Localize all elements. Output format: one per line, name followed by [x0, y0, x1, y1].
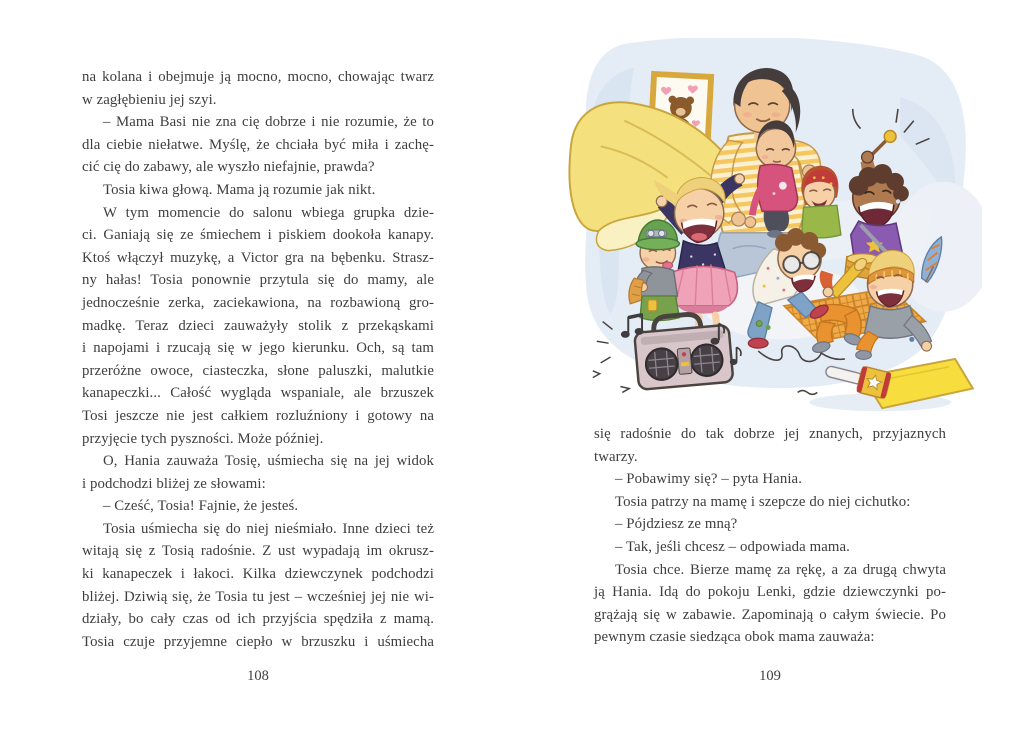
text-line: i podchodzi bliżej ze słowami: — [82, 475, 266, 492]
text-line: i napojami i rzucają się w jego kierunku. Och, są tam — [82, 340, 434, 357]
text-line: – Pobawimy się? – pyta Hania. — [615, 471, 803, 488]
text-line: ją Hania. Idą do pokoju Lenki, gdzie dziewczynki po- — [594, 584, 946, 601]
right-text-column — [594, 423, 946, 649]
text-line: grążają się w zabawie. Zapominają o całym świecie. Po — [594, 606, 946, 623]
left-page-number: 108 — [247, 668, 269, 684]
text-line: kanapeczki... Całość wygląda wspaniale, ale brzuszek — [82, 385, 434, 402]
text-line: Tosia patrzy na mamę i szepcze do niej cichutko: — [615, 493, 911, 510]
text-line: madkę. Teraz dzieci zauważyły stolik z przekąskami — [82, 317, 434, 334]
text-line: przyjęcie tych pyszności. Może później. — [82, 430, 324, 447]
text-line: O, Hania zauważa Tosię, uśmiecha się na jej widok — [103, 453, 434, 470]
text-line: ci. Ganiają się ze śmiechem i piskiem dookoła kanapy. — [82, 227, 434, 244]
left-text-column — [82, 66, 434, 653]
text-line: pewnym czasie siedząca obok mama zauważa: — [594, 629, 875, 646]
text-line: w zagłębieniu jej szyi. — [82, 91, 217, 108]
text-line: twarzy. — [594, 448, 638, 465]
text-line: – Mama Basi nie zna cię dobrze i nie rozumie, że to — [103, 114, 434, 131]
text-line: – Tak, jeśli chcesz – odpowiada mama. — [615, 538, 850, 555]
text-line: Tosia uśmiecha się do niej nieśmiało. Inne dzieci też — [103, 520, 434, 537]
text-line: ki kanapeczek i łakoci. Kilka dziewczynek podchodzi — [82, 566, 434, 583]
text-line: – Cześć, Tosia! Fajnie, że jesteś. — [103, 498, 299, 515]
text-line: W tym momencie do salonu wbiega grupka dzie- — [103, 204, 434, 221]
text-line: ny hałas! Tosia ponownie przytula się do mamy, ale — [82, 272, 434, 289]
text-line: na kolana i obejmuje ją mocno, mocno, chowając twarz — [82, 69, 434, 85]
right-page-number: 109 — [759, 668, 781, 684]
text-line: cić cię do zabawy, ale wyszło niefajnie, prawda? — [82, 159, 375, 176]
text-line: – Pójdziesz ze mną? — [615, 516, 738, 533]
story-illustration — [562, 38, 982, 420]
text-line: witają się z Tosią radośnie. Z ust wypadają im okrusz- — [82, 543, 434, 560]
text-line: się radośnie do tak dobrze jej znanych, przyjaznych — [594, 426, 946, 442]
text-line: przeróżne owoce, ciasteczka, słone paluszki, malutkie — [82, 362, 434, 379]
candy-dot — [766, 325, 771, 330]
text-line: Tosia czuje przyjemne ciepło w brzuszku i uśmiecha — [82, 633, 434, 650]
text-line: jednocześnie zerka, zaciekawiona, na rozbawioną gro- — [82, 294, 434, 311]
text-line: Tosi jeszcze nie jest całkiem rozluźniony i gotowy na — [82, 407, 434, 424]
text-line: Tosia kiwa głową. Mama ją rozumie jak nikt. — [103, 181, 376, 198]
text-line: bliżej. Dziwią się, że Tosia tu jest – wcześniej jej nie wi- — [82, 588, 434, 605]
candy-dot — [909, 337, 914, 342]
text-line: Tosia chce. Bierze mamę za rękę, a za drugą chwyta — [615, 561, 946, 578]
text-line: Ktoś włączył muzykę, a Victor gra na bębenku. Strasz- — [82, 249, 434, 266]
text-line: działy, bo cały czas od ich przyjścia spędziła z mamą. — [82, 611, 434, 628]
candy-dot — [756, 321, 762, 327]
text-line: dla ciebie niełatwe. Myślę, że chciała być miła i zachę- — [82, 136, 434, 153]
